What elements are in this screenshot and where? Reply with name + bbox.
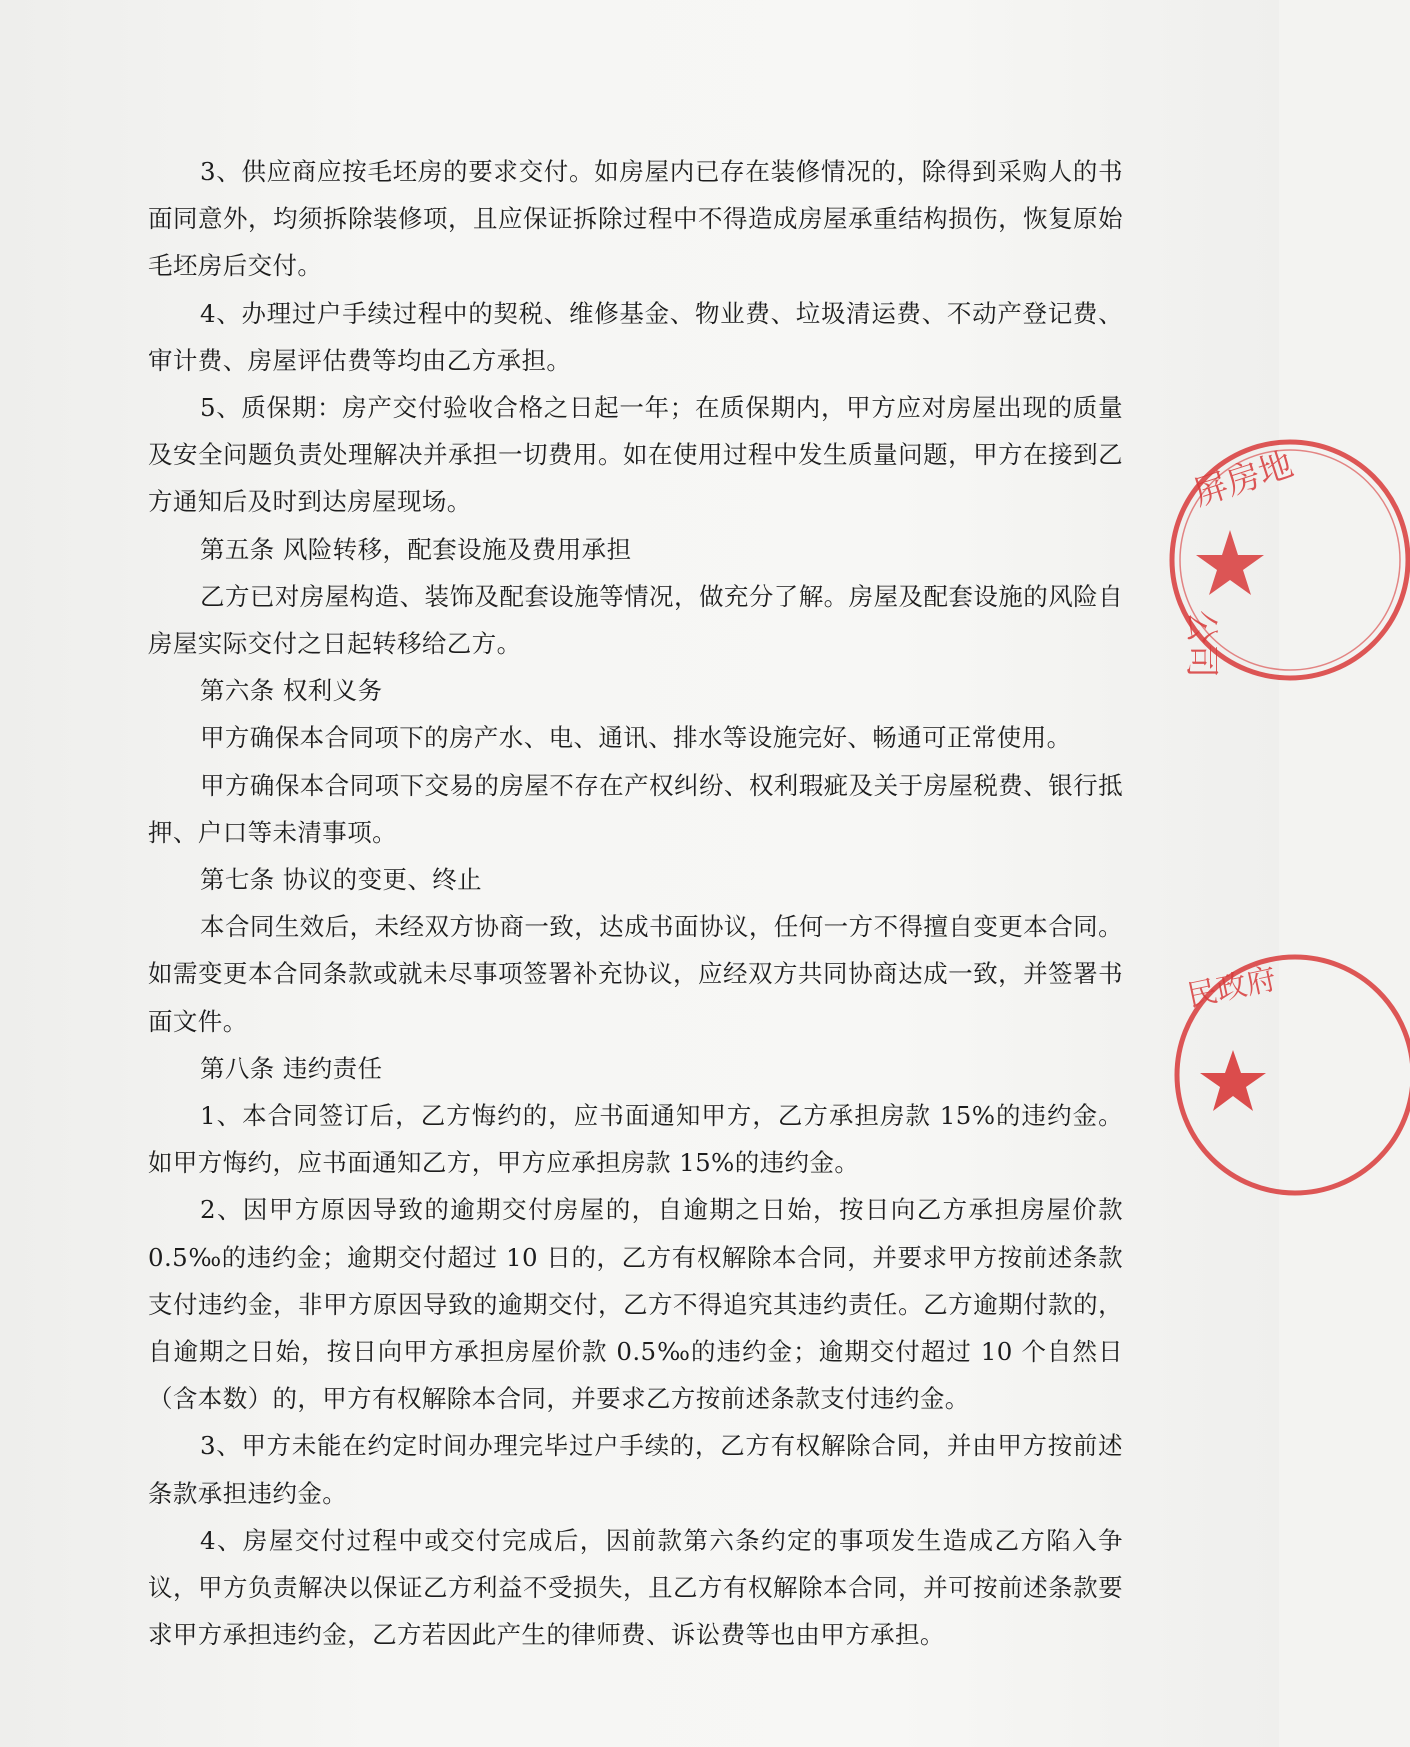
company-seal-stamp (1170, 420, 1299, 720)
clause-facilities: 甲方确保本合同项下的房产水、电、通讯、排水等设施完好、畅通可正常使用。 (200, 723, 1072, 753)
clause-breach-2: 2、因甲方原因导致的逾期交付房屋的，自逾期之日始，按日向乙方承担房屋价款 0.5‰的违约金；逾期交付超过 10 日的，乙方有权解除本合同，并要求甲方按前述条款支付违约金，非甲方原因导致的逾期交付，乙方不得追究其违约责任。乙方逾期付款的，自逾期之日始，按日向甲方承担房屋价款 0.5‰的违约金；逾期交付超过 10 个自然日（含本数）的，甲方有权解除本合同，并要求乙方按前述条款支付违约金。 (148, 1195, 1123, 1414)
article-8-heading: 第八条 违约责任 (200, 1053, 383, 1083)
clause-breach-1: 1、本合同签订后，乙方悔约的，应书面通知甲方，乙方承担房款 15%的违约金。如甲方悔约，应书面通知乙方，甲方应承担房款 15%的违约金。 (148, 1101, 1123, 1178)
clause-breach-3: 3、甲方未能在约定时间办理完毕过户手续的，乙方有权解除合同，并由甲方按前述条款承担违约金。 (148, 1431, 1123, 1508)
seal-bottom-text: 公司 (1181, 610, 1221, 678)
article-7-heading: 第七条 协议的变更、终止 (200, 865, 483, 895)
clause-no-disputes: 甲方确保本合同项下交易的房屋不存在产权纠纷、权利瑕疵及关于房屋税费、银行抵押、户口等未清事项。 (148, 770, 1123, 847)
clause-supplier-delivery: 3、供应商应按毛坯房的要求交付。如房屋内已存在装修情况的，除得到采购人的书面同意外，均须拆除装修项，且应保证拆除过程中不得造成房屋承重结构损伤，恢复原始毛坯房后交付。 (148, 157, 1123, 281)
article-5-heading: 第五条 风险转移，配套设施及费用承担 (200, 534, 632, 564)
seal-government-text: 民政府 (1184, 961, 1280, 1015)
seal-top-text: 屏房地 (1188, 444, 1299, 515)
clause-breach-4: 4、房屋交付过程中或交付完成后，因前款第六条约定的事项发生造成乙方陷入争议，甲方负责解决以保证乙方利益不受损失，且乙方有权解除本合同，并可按前述条款要求甲方承担违约金，乙方若因此产生的律师费、诉讼费等也由甲方承担。 (148, 1525, 1123, 1650)
article-6-heading: 第六条 权利义务 (200, 676, 383, 706)
clause-risk-transfer: 乙方已对房屋构造、装饰及配套设施等情况，做充分了解。房屋及配套设施的风险自房屋实际交付之日起转移给乙方。 (148, 581, 1123, 659)
contract-body (148, 148, 1123, 1659)
clause-transfer-fees: 4、办理过户手续过程中的契税、维修基金、物业费、垃圾清运费、不动产登记费、审计费、房屋评估费等均由乙方承担。 (148, 298, 1123, 375)
government-seal-icon (1170, 955, 1410, 1215)
government-seal-stamp (1170, 955, 1279, 1215)
company-seal-icon (1170, 420, 1410, 720)
clause-amendment: 本合同生效后，未经双方协商一致，达成书面协议，任何一方不得擅自变更本合同。如需变更本合同条款或就未尽事项签署补充协议，应经双方共同协商达成一致，并签署书面文件。 (148, 912, 1123, 1036)
clause-warranty: 5、质保期：房产交付验收合格之日起一年；在质保期内，甲方应对房屋出现的质量及安全问题负责处理解决并承担一切费用。如在使用过程中发生质量问题，甲方在接到乙方通知后及时到达房屋现场。 (148, 393, 1123, 517)
